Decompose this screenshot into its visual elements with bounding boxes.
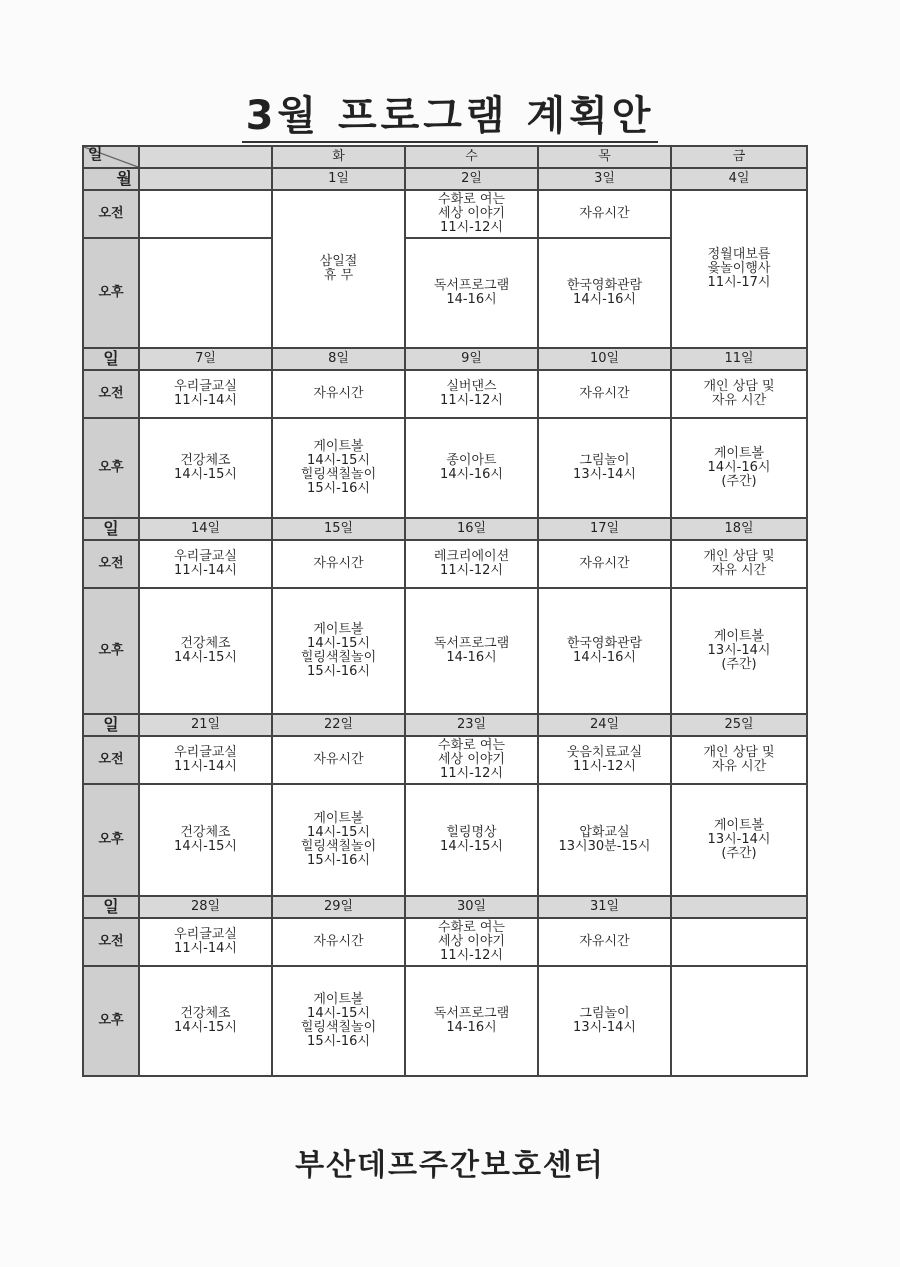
program-cell: 개인 상담 및 자유 시간: [671, 370, 807, 418]
program-cell: 우리글교실 11시-14시: [139, 540, 272, 588]
program-cell: 우리글교실 11시-14시: [139, 370, 272, 418]
date-cell: 7일: [139, 348, 272, 370]
program-cell: 건강체조 14시-15시: [139, 966, 272, 1076]
date-cell: 31일: [538, 896, 671, 918]
am-label: 오전: [83, 540, 139, 588]
date-cell: 10일: [538, 348, 671, 370]
program-cell: 레크리에이션 11시-12시: [405, 540, 538, 588]
program-cell: 게이트볼 13시-14시 (주간): [671, 588, 807, 714]
program-cell: [139, 238, 272, 348]
program-cell: 수화로 여는 세상 이야기 11시-12시: [405, 736, 538, 784]
week-3-date-row: [83, 518, 807, 540]
program-cell: 자유시간: [272, 918, 405, 966]
am-label: 오전: [83, 370, 139, 418]
program-cell: 우리글교실 11시-14시: [139, 918, 272, 966]
program-cell: 실버댄스 11시-12시: [405, 370, 538, 418]
program-cell: 자유시간: [272, 736, 405, 784]
week-label: 일: [83, 518, 139, 540]
weekday-tue: 화: [272, 146, 405, 168]
program-cell: 자유시간: [538, 370, 671, 418]
date-cell: 17일: [538, 518, 671, 540]
week-label: 일: [83, 714, 139, 736]
date-cell: 15일: [272, 518, 405, 540]
weekday-wed: 수: [405, 146, 538, 168]
program-cell: 게이트볼 14시-15시 힐링색칠놀이 15시-16시: [272, 966, 405, 1076]
date-cell: 28일: [139, 896, 272, 918]
weekday-fri: 금: [671, 146, 807, 168]
week-1-date-row: [83, 168, 807, 190]
date-cell: 22일: [272, 714, 405, 736]
week-5-date-row: [83, 896, 807, 918]
program-cell: 압화교실 13시30분-15시: [538, 784, 671, 896]
pm-label: 오후: [83, 784, 139, 896]
date-cell: 29일: [272, 896, 405, 918]
date-cell: 9일: [405, 348, 538, 370]
date-cell: 14일: [139, 518, 272, 540]
program-cell: 개인 상담 및 자유 시간: [671, 736, 807, 784]
program-cell: 한국영화관람 14시-16시: [538, 588, 671, 714]
program-cell: 게이트볼 14시-15시 힐링색칠놀이 15시-16시: [272, 784, 405, 896]
date-cell: 18일: [671, 518, 807, 540]
week-1-am-row: [83, 190, 807, 238]
program-cell: 자유시간: [538, 918, 671, 966]
program-cell: 수화로 여는 세상 이야기 11시-12시: [405, 190, 538, 238]
week-2-pm-row: [83, 418, 807, 518]
program-cell: 종이아트 14시-16시: [405, 418, 538, 518]
program-cell: 자유시간: [538, 190, 671, 238]
program-cell: 개인 상담 및 자유 시간: [671, 540, 807, 588]
am-label: 오전: [83, 736, 139, 784]
week-2-am-row: [83, 370, 807, 418]
program-cell: 우리글교실 11시-14시: [139, 736, 272, 784]
date-cell: 16일: [405, 518, 538, 540]
week-3-pm-row: [83, 588, 807, 714]
program-cell: 건강체조 14시-15시: [139, 418, 272, 518]
pm-label: 오후: [83, 418, 139, 518]
week-4-date-row: [83, 714, 807, 736]
program-cell: 그림놀이 13시-14시: [538, 418, 671, 518]
weekday-thu: 목: [538, 146, 671, 168]
program-cell: 독서프로그램 14-16시: [405, 966, 538, 1076]
date-cell: 8일: [272, 348, 405, 370]
date-cell: 2일: [405, 168, 538, 190]
pm-label: 오후: [83, 588, 139, 714]
page-title: 3월 프로그램 계획안: [0, 84, 900, 141]
week-5-pm-row: [83, 966, 807, 1076]
week-4-am-row: [83, 736, 807, 784]
holiday-cell: 삼일절 휴 무: [272, 190, 405, 348]
program-cell: 수화로 여는 세상 이야기 11시-12시: [405, 918, 538, 966]
pm-label: 오후: [83, 238, 139, 348]
program-cell: 게이트볼 14시-16시 (주간): [671, 418, 807, 518]
program-calendar: [82, 145, 808, 1077]
week-label: 일: [83, 896, 139, 918]
program-cell: 그림놀이 13시-14시: [538, 966, 671, 1076]
am-label: 오전: [83, 918, 139, 966]
program-cell: 자유시간: [272, 540, 405, 588]
date-cell: 25일: [671, 714, 807, 736]
program-cell: 자유시간: [538, 540, 671, 588]
event-cell: 정월대보름 윷놀이행사 11시-17시: [671, 190, 807, 348]
program-cell: 자유시간: [272, 370, 405, 418]
weekday-header-row: [83, 146, 807, 168]
program-cell: 한국영화관람 14시-16시: [538, 238, 671, 348]
date-cell: 21일: [139, 714, 272, 736]
am-label: 오전: [83, 190, 139, 238]
program-cell: 게이트볼 14시-15시 힐링색칠놀이 15시-16시: [272, 588, 405, 714]
program-cell: 게이트볼 14시-15시 힐링색칠놀이 15시-16시: [272, 418, 405, 518]
program-cell: 독서프로그램 14-16시: [405, 238, 538, 348]
corner-cell: 일: [83, 146, 139, 168]
date-cell: 1일: [272, 168, 405, 190]
program-cell: 독서프로그램 14-16시: [405, 588, 538, 714]
week-4-pm-row: [83, 784, 807, 896]
date-cell: 24일: [538, 714, 671, 736]
date-cell: 30일: [405, 896, 538, 918]
program-cell: 건강체조 14시-15시: [139, 784, 272, 896]
center-name: 부산데프주간보호센터: [295, 1148, 605, 1183]
date-cell: 11일: [671, 348, 807, 370]
program-cell: 웃음치료교실 11시-12시: [538, 736, 671, 784]
program-cell: [671, 918, 807, 966]
date-cell: 3일: [538, 168, 671, 190]
program-cell: [139, 190, 272, 238]
corner-month-label: 월: [83, 168, 139, 190]
program-cell: 건강체조 14시-15시: [139, 588, 272, 714]
date-cell: 23일: [405, 714, 538, 736]
date-cell: 4일: [671, 168, 807, 190]
week-label: 일: [83, 348, 139, 370]
program-cell: 힐링명상 14시-15시: [405, 784, 538, 896]
week-2-date-row: [83, 348, 807, 370]
program-cell: [671, 966, 807, 1076]
program-cell: 게이트볼 13시-14시 (주간): [671, 784, 807, 896]
date-cell: [671, 896, 807, 918]
date-cell: [139, 168, 272, 190]
week-5-am-row: [83, 918, 807, 966]
pm-label: 오후: [83, 966, 139, 1076]
weekday-mon: [139, 146, 272, 168]
week-3-am-row: [83, 540, 807, 588]
